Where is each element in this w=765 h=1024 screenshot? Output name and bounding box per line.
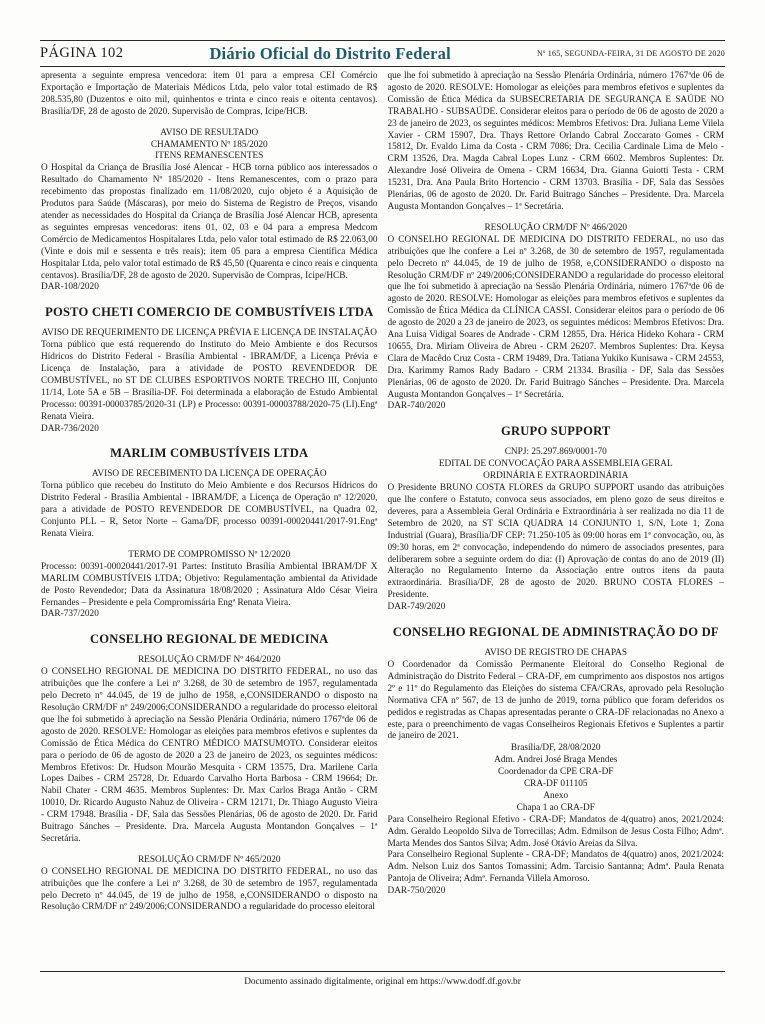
dar-code: DAR-740/2020: [387, 401, 446, 412]
notice-heading: ITENS REMANESCENTES: [155, 151, 264, 162]
paragraph: O CONSELHO REGIONAL DE MEDICINA DO DISTRITO FEDERAL, no uso das atribuições que lhe confere a Lei nº 3.268, de 30 de setembro de 1957, regulamentada pelo Decreto nº 44.045, de 19 de julho de 1958, e,CONSIDERANDO o disposto na Resolução CRM/DF nº 249/2006;CONSIDERANDO a regularidade do processo eleitoral que lhe foi submetido à apreciação na Sessão Plenária Ordinária, número 1767ªde 06 de agosto de 2020. RESOLVE: Homologar as eleições para membros efetivos e suplentes da Comissão de Ética Médica da CLÍNICA CASSI. Considerar eleitos para o período de 06 de agosto de 2020 a 23 de janeiro de 2023, os seguintes médicos: Membros Efetivos: Dra. Ana Luísa Vidigal Soares de Andrade - CRM 12855, Dra. Hérica Hideko Kohara - CRM 10655, Dra. Miriam Oliveira de Abreu - CRM 26207. Membros Suplentes: Dra. Keysa Clara de Macêdo Cruz Costa - CRM 19489, Dra. Tatiana Yukiko Kunisawa - CRM 24553, Dra. Karimmy Ramos Rady Badaro - CRM 21334. Brasília - DF, Sala das Sessões Plenárias, 06 de agosto de 2020. Dr. Farid Buitrago Sánches – Presidente. Dra. Marcela Augusta Montandon Gonçalves – 1ª Secretária.: [387, 234, 724, 400]
notice-heading: AVISO DE RECEBIMENTO DA LICENÇA DE OPERAÇÃO: [91, 469, 327, 480]
paragraph: Para Conselheiro Regional Suplente - CRA-DF; Mandatos de 4(quatro) anos, 2021/2024: Adm. Nelson Luiz dos Santos Tomassini; Adm. Tarcisio Santanna; Admª. Paula Renata Pantoja de Oliveira; Admª. Fernanda Villela Amoroso.: [387, 850, 724, 885]
section-heading: CONSELHO REGIONAL DE ADMINISTRAÇÃO DO DF: [392, 625, 719, 640]
notice-heading: EDITAL DE CONVOCAÇÃO PARA ASSEMBLEIA GERAL: [438, 459, 673, 470]
page-header: [40, 40, 725, 67]
notice-heading: CRA-DF 011105: [523, 779, 588, 790]
notice-heading: AVISO DE REQUERIMENTO DE LICENÇA PRÉVIA E LICENÇA DE INSTALAÇÃO: [41, 328, 377, 339]
paragraph: O Hospital da Criança de Brasília José Alencar - HCB torna público aos interessados o Resultado do Chamamento Nº 185/2020 - Itens Remanescentes, com o prazo para recebimento das propostas finalizado em 11/08/2020, cujo objeto é a Aquisição de Produtos para Saúde (Máscaras), por meio do Sistema de Registro de Preços, visando atender as necessidades do Hospital da Criança de Brasília José Alencar HCB, apresenta as seguintes empresas vencedoras: itens 01, 02, 03 e 04 para a empresa Medcom Comércio de Medicamentos Hospitalares Ltda, pelo valor total estimado de R$ 22.063,00 (Vinte e dois mil e sessenta e três reais); item 05 para a empresa Científica Médica Hospitalar Ltda, pelo valor total estimado de R$ 45,50 (Quarenta e cinco reais e cinquenta centavos). Brasília/DF, 28 de agosto de 2020. Supervisão de Compras, Icipe/HCB.: [41, 163, 378, 281]
paragraph: Processo: 00391-00020441/2017-91 Partes: Instituto Brasília Ambiental IBRAM/DF X MARLIM COMBUSTÍVEIS LTDA; Objetivo: Regulamentação ambiental da Atividade de Posto Revendedor; Data da Assinatura 18/08/2020 ; Assinatura Aldo César Vieira Fernandes – Presidente e pela Compromissária Engª Renata Vieira.: [41, 561, 378, 608]
paragraph: Torna público que recebeu do Instituto do Meio Ambiente e dos Recursos Hídricos do Distrito Federal - Brasília Ambiental - IBRAM/DF, a Licença de Operação nº 12/2020, para a atividade de POSTO REVENDEDOR DE COMBUSTÍVEL, na Quadra 02, Conjunto PLL – R, Setor Norte – Gama/DF, processo 00391-00020441/2017-91.Engª Renata Vieira.: [41, 481, 378, 539]
footer-rule: [40, 971, 725, 972]
dar-code: DAR-737/2020: [41, 609, 99, 620]
notice-heading: RESOLUÇÃO CRM/DF Nº 466/2020: [484, 222, 628, 233]
spacer: [41, 541, 378, 550]
paragraph: Torna público que está requerendo do Instituto do Meio Ambiente e dos Recursos Hídricos do Distrito Federal - Brasília Ambiental - IBRAM/DF, a Licença Prévia e Licença de Instalação, para a atividade de POSTO REVENDEDOR DE COMBUSTÍVEL, no ST DE CLUBES ESPORTIVOS NORTE TRECHO III, Conjunto 11/14, Lote 5A e 5B – Brasília-DF. Foi determinada a elaboração de Estudo Ambiental Processo: 00391-00003785/2020-31 (LP) e Processo: 00391-00003788/2020-75 (LI).Engª Renata Vieira.: [41, 340, 378, 422]
edition-info: Nº 165, SEGUNDA-FEIRA, 31 DE AGOSTO DE 2020: [536, 49, 725, 58]
notice-heading: RESOLUÇÃO CRM/DF Nº 465/2020: [137, 854, 281, 865]
dar-code: DAR-108/2020: [41, 282, 99, 293]
page-number-label: PÁGINA 102: [40, 45, 124, 61]
dar-code: DAR-749/2020: [387, 602, 446, 613]
section-heading: CONSELHO REGIONAL DE MEDICINA: [90, 632, 329, 647]
dar-code: DAR-736/2020: [41, 423, 99, 434]
notice-heading: AVISO DE REGISTRO DE CHAPAS: [484, 648, 628, 659]
footer-signature-note: Documento assinado digitalmente, original em https://www.dodf.df.gov.br: [244, 977, 521, 987]
paragraph: O CONSELHO REGIONAL DE MEDICINA DO DISTRITO FEDERAL, no uso das atribuições que lhe confere a Lei nº 3.268, de 30 de setembro de 1957, regulamentada pelo Decreto nº 44.045, de 19 de julho de 1958, e,CONSIDERANDO o disposto na Resolução CRM/DF nº 249/2006;CONSIDERANDO a regularidade do processo eleitoral: [41, 866, 378, 913]
notice-heading: Coordenador da CPE CRA-DF: [498, 767, 614, 778]
left-column: [41, 71, 378, 968]
notice-heading: AVISO DE RESULTADO: [160, 127, 259, 138]
content-columns: [41, 71, 724, 968]
notice-heading: CNPJ: 25.297.869/0001-70: [504, 447, 607, 458]
spacer: [41, 846, 378, 855]
paragraph: O Coordenador da Comissão Permanente Eleitoral do Conselho Regional de Administração do Distrito Federal – CRA-DF, em cumprimento aos dispostos nos artigos 2º e 11º do Regulamento das Eleições do sistema CFA/CRAs, aprovado pela Resolução Normativa CFA nº 567, de 13 de junho de 2019, torna público que foram deferidos os pedidos e registradas as Chapas apresentadas perante o CRA-DF relacionadas no Anexo a este, para o preenchimento de vagas Conselheiros Regionais Efetivos e Suplentes a partir de janeiro de 2021.: [387, 659, 724, 742]
section-heading: GRUPO SUPPORT: [500, 424, 611, 439]
paragraph: Para Conselheiro Regional Efetivo - CRA-DF; Mandatos de 4(quatro) anos, 2021/2024: Adm. Geraldo Leopoldo Silva de Torrecillas; Adm. Edmilson de Jesus Costa Filho; Admª. Marta Mendes dos Santos Silva; Adm. José Otávio Areias da Silva.: [387, 814, 724, 849]
right-column: [388, 71, 725, 968]
notice-heading: Anexo: [543, 790, 569, 801]
notice-heading: ORDINÁRIA E EXTRAORDINÁRIA: [483, 471, 629, 482]
spacer: [388, 214, 725, 223]
notice-heading: Brasília/DF, 28/08/2020: [510, 743, 601, 754]
dar-code: DAR-750/2020: [387, 886, 446, 897]
notice-heading: CHAMAMENTO Nº 185/2020: [150, 139, 268, 150]
paragraph: que lhe foi submetido à apreciação na Sessão Plenária Ordinária, número 1767ªde 06 de agosto de 2020. RESOLVE: Homologar as eleições para membros efetivos e suplentes da Comissão de Ética Médica da SUBSECRETARIA DE SEGURANÇA E SAÚDE NO TRABALHO - SUBSAÚDE. Considerar eleitos para o período de 06 de agosto de 2020 a 23 de janeiro de 2023, os seguintes médicos: Membros Efetivos: Dra. Juliana Leme Vilela Xavier - CRM 15907, Dra. Thays Rettore Orlando Cabral Zoccarato Gomes - CRM 15812, Dr. Evaldo Lima da Costa - CRM 7086; Dra. Cecilia Cardinale Lima de Melo - CRM 13526, Dra. Magda Cabral Lopes Lunz - CRM 6602. Membros Suplentes: Dr. Alexandre José Oliveira de Omena - CRM 16634, Dra. Gianna Guiotti Testa - CRM 15231, Dra. Ana Paula Brito Hortencio - CRM 13703. Brasília - DF, Sala das Sessões Plenárias, 06 de agosto de 2020. Dr. Farid Buitrago Sánches – Presidente. Dra. Marcela Augusta Montandon Gonçalves – 1ª Secretária.: [387, 71, 724, 212]
section-heading: MARLIM COMBUSTÍVEIS LTDA: [110, 446, 309, 461]
notice-heading: Adm. Andrei José Braga Mendes: [494, 755, 618, 766]
notice-heading: TERMO DE COMPROMISSO Nº 12/2020: [128, 549, 291, 560]
paragraph: O Presidente BRUNO COSTA FLORES da GRUPO SUPPORT usando das atribuições que lhe confere o Estatuto, convoca seus associados, em pleno gozo de seus direitos e deveres, para a Assembleia Geral Ordinária e Extraordinária à ser realizada no dia 11 de Setembro de 2020, na ST SCIA QUADRA 14 CONJUNTO 1, S/N, Lote 1, Zona Industrial (Guara), Brasília/DF CEP: 71.250-105 às 09:00 horas em 1ª convocação, ou, às 09:30 horas, em 2ª convocação, independendo do número de associados presentes, para deliberarem sobre a seguinte ordem do dia: (I) Aprovação de contas do ano de 2019 (II) Alteração no Regulamento Interno da Associação entre outros itens da pauta extraordinária. Brasília/DF, 28 de agosto de 2020. BRUNO COSTA FLORES – Presidente.: [387, 483, 724, 601]
spacer: [41, 119, 378, 128]
paragraph: O CONSELHO REGIONAL DE MEDICINA DO DISTRITO FEDERAL, no uso das atribuições que lhe confere a Lei nº 3.268, de 30 de setembro de 1957, regulamentada pelo Decreto nº 44.045, de 19 de julho de 1958, e,CONSIDERANDO o disposto na Resolução CRM/DF nº 249/2006;CONSIDERANDO a regularidade do processo eleitoral que lhe foi submetido à apreciação na Sessão Plenária Ordinária, número 1767ªde 06 de agosto de 2020. RESOLVE: Homologar as eleições para membros efetivos e suplentes da Comissão de Ética Médica do CENTRO MÉDICO MATSUMOTO. Considerar eleitos para o período de 06 de agosto de 2020 a 23 de janeiro de 2023, os seguintes médicos: Membros Efetivos: Dr. Hudson Mourão Mesquita - CRM 13575, Dra. Marilene Carla Lopes Daibes - CRM 25728, Dr. Eduardo Carvalho Horta Barbosa - CRM 19664; Dr. Nabil Chater - CRM 4635. Membros Suplentes: Dr. Max Carlos Braga Antão - CRM 10010, Dr. Ricardo Augusto Nahuz de Oliveira - CRM 12171, Dr. Thiago Augusto Vieira - CRM 17948. Brasília - DF, Sala das Sessões Plenárias, 06 de agosto de 2020. Dr. Farid Buitrago Sánches – Presidente. Dra. Marcela Augusta Montandon Gonçalves – 1ª Secretária.: [41, 667, 378, 844]
masthead-title: Diário Oficial do Distrito Federal: [209, 43, 451, 63]
notice-heading: RESOLUÇÃO CRM/DF Nº 464/2020: [137, 655, 281, 666]
notice-heading: Chapa 1 ao CRA-DF: [516, 802, 595, 813]
paragraph: apresenta a seguinte empresa vencedora: item 01 para a empresa CEI Comércio Exportação e Importação de Materiais Médicos Ltda, pelo valor total estimado de R$ 208.535,80 (Duzentos e oito mil, quinhentos e trinta e cinco reais e oitenta centavos). Brasília/DF, 28 de agosto de 2020. Supervisão de Compras, Icipe/HCB.: [41, 71, 378, 117]
section-heading: POSTO CHETI COMERCIO DE COMBUSTÍVEIS LTDA: [45, 305, 374, 320]
